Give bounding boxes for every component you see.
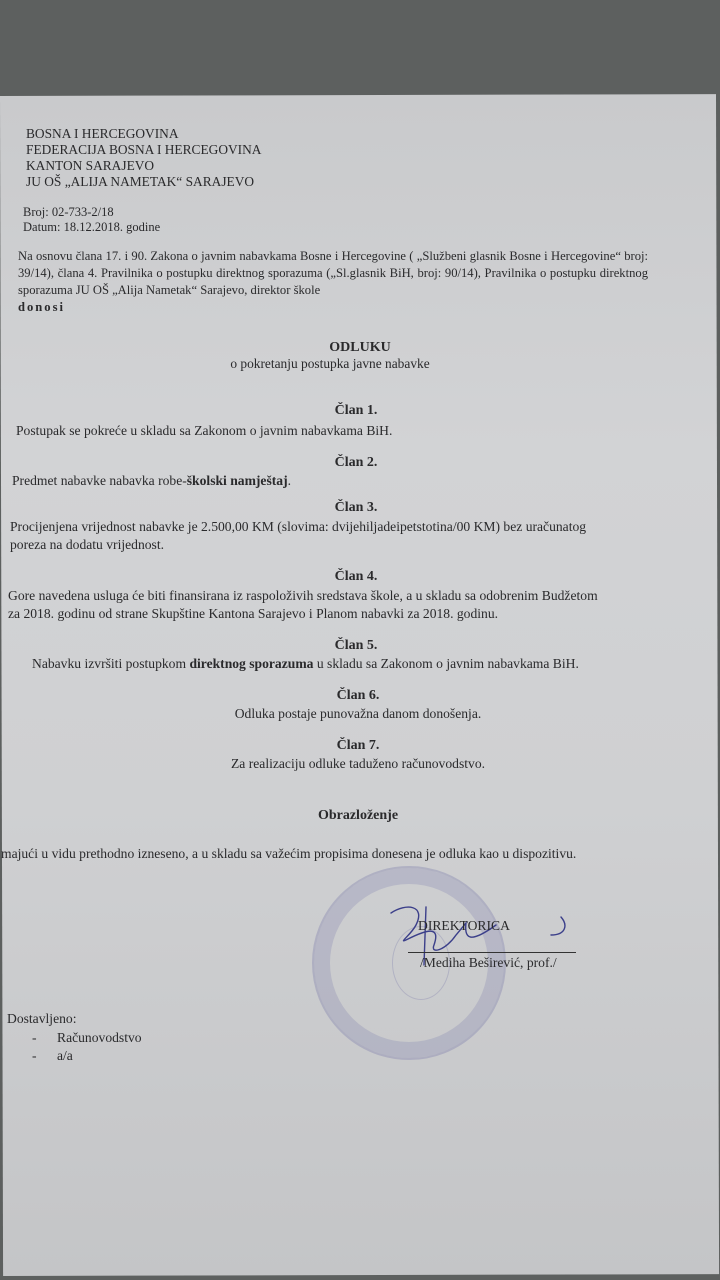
document-number: Broj: 02-733-2/18 (23, 205, 114, 219)
article-5-procedure: direktnog sporazuma (189, 656, 314, 671)
article-5-heading: Član 5. (334, 638, 378, 653)
article-3-line-1: Procijenjena vrijednost nabavke je 2.500,00 KM (slovima: dvijehiljadeipetstotina/00 KM) bez uračunatog (10, 519, 587, 534)
document-date: Datum: 18.12.2018. godine (23, 220, 161, 234)
article-2-text: Predmet nabavke nabavka robe-školski namještaj. (12, 473, 292, 488)
letterhead-line-federation: FEDERACIJA BOSNA I HERCEGOVINA (26, 142, 262, 157)
article-5-text: Nabavku izvršiti postupkom direktnog sporazuma u skladu sa Zakonom o javnim nabavkama BiH. (32, 656, 579, 671)
signatory-name: /Mediha Beširević, prof./ (420, 955, 557, 970)
article-4-heading: Član 4. (334, 569, 378, 584)
justification-heading: Obrazloženje (317, 808, 399, 823)
article-2-heading: Član 2. (334, 455, 378, 470)
letterhead-line-canton: KANTON SARAJEVO (26, 158, 155, 173)
article-1-text: Postupak se pokreće u skladu sa Zakonom o javnim nabavkama BiH. (16, 423, 393, 438)
list-item-archive: a/a (57, 1048, 73, 1063)
article-7-heading: Član 7. (336, 738, 380, 753)
letterhead-line-school: JU OŠ „ALIJA NAMETAK“ SARAJEVO (26, 174, 255, 189)
handwritten-signature (386, 895, 586, 995)
article-4-line-2: za 2018. godinu od strane Skupštine Kantona Sarajevo i Planom nabavki za 2018. godinu. (8, 606, 499, 621)
decision-subtitle: o pokretanju postupka javne nabavke (230, 356, 430, 371)
article-7-text: Za realizaciju odluke taduženo računovodstvo. (230, 756, 486, 771)
justification-text: majući u vidu prethodno izneseno, a u skladu sa važećim propisima donesena je odluka kao u dispozitivu. (1, 846, 577, 861)
letterhead-line-country: BOSNA I HERCEGOVINA (26, 126, 179, 141)
list-item-accounting: Računovodstvo (57, 1030, 142, 1045)
preamble-donosi: donosi (18, 300, 66, 314)
decision-title: ODLUKU (329, 340, 391, 355)
signatory-title: DIREKTORICA (418, 918, 510, 933)
list-bullet: - (32, 1048, 37, 1063)
signature-line (408, 952, 576, 953)
preamble-text: Na osnovu člana 17. i 90. Zakona o javnim nabavkama Bosne i Hercegovine ( „Službeni glasnik Bosne i Hercegovine“ broj: 39/14), člana 4. Pravilnika o postupku direktnog sporazuma („Sl.glasnik BiH, broj: 90/14), Pravilnika o postupku direktnog sporazuma JU OŠ „Alija Nametak“ Sarajevo, direktor škole (18, 249, 648, 297)
article-3-line-2: poreza na dodatu vrijednost. (10, 537, 165, 552)
preamble (18, 248, 648, 316)
article-3-heading: Član 3. (334, 500, 378, 515)
article-6-text: Odluka postaje punovažna danom donošenja. (234, 706, 482, 721)
delivered-to-label: Dostavljeno: (7, 1011, 77, 1026)
article-2-subject: školski namještaj (186, 473, 288, 488)
list-bullet: - (32, 1030, 37, 1045)
article-1-heading: Član 1. (334, 403, 378, 418)
article-6-heading: Član 6. (336, 688, 380, 703)
article-4-line-1: Gore navedena usluga će biti finansirana iz raspoloživih sredstava škole, a u skladu sa odobrenim Budžetom (8, 588, 598, 603)
